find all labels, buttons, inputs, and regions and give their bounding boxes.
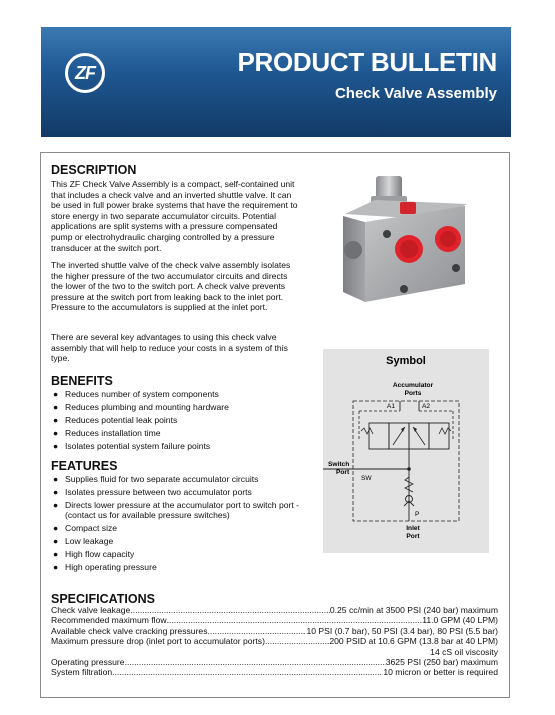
bullet-icon: ● [53, 486, 59, 497]
header-banner [41, 27, 511, 137]
list-item-text: Supplies fluid for two separate accumulator circuits [65, 474, 259, 484]
spec-row [51, 605, 498, 615]
list-item-text: Isolates potential system failure points [65, 440, 211, 451]
specifications-heading: SPECIFICATIONS [51, 592, 155, 606]
list-item-text: Reduces installation time [65, 427, 161, 438]
bulletin-title: PRODUCT BULLETIN [237, 47, 497, 77]
port-a1-label: A1 [386, 403, 395, 410]
bullet-icon: ● [53, 549, 59, 560]
spec-value: 200 PSID at 10.6 GPM (13.8 bar at 40 LPM) [329, 636, 498, 647]
symbol-title: Symbol [386, 355, 426, 367]
spec-label: Maximum pressure drop (inlet port to accumulator ports) [51, 636, 265, 647]
switch-label-1: Switch [328, 461, 350, 468]
symbol-panel [323, 349, 489, 553]
benefits-list [51, 389, 306, 453]
specifications-table [51, 605, 498, 678]
spec-row [51, 636, 498, 646]
bulletin-subtitle: Check Valve Assembly [334, 85, 497, 102]
list-item-text: Reduces potential leak points [65, 414, 178, 425]
spec-value: 3625 PSI (250 bar) maximum [385, 657, 498, 668]
list-item [51, 389, 306, 400]
list-item-text: Reduces number of system components [65, 389, 219, 399]
spec-label: Operating pressure [51, 657, 125, 668]
list-item [51, 402, 306, 413]
benefits-heading: BENEFITS [51, 374, 113, 388]
features-heading: FEATURES [51, 459, 118, 473]
bullet-icon: ● [53, 401, 59, 412]
shuttle-valve-symbol [361, 423, 451, 449]
bullet-icon: ● [53, 561, 59, 572]
list-item [51, 523, 306, 534]
bullet-icon: ● [53, 536, 59, 547]
spec-value: 10 PSI (0.7 bar), 50 PSI (3.4 bar), 80 PSI (5.5 bar) [306, 625, 498, 636]
spec-note: 14 cS oil viscosity [430, 646, 498, 657]
port-a2-label: A2 [422, 403, 431, 410]
spec-value: 0.25 cc/min at 3500 PSI (240 bar) maximum [329, 605, 498, 615]
spec-row [51, 657, 498, 667]
bullet-icon: ● [53, 414, 59, 425]
description-paragraph-2: The inverted shuttle valve of the check valve assembly isolates the higher pressure of the two accumulator circuits and directs the lower of the two to the switch port. A check valve prevents pressure at the switch port from leaking back to the inlet port. Pressure to the accumulators is supplied at the inlet port. [51, 260, 291, 313]
list-item [51, 562, 306, 573]
zf-logo: ZF [65, 53, 105, 93]
inlet-label-2: Port [406, 533, 420, 540]
spec-label: Check valve leakage [51, 605, 131, 615]
bullet-icon: ● [53, 427, 59, 438]
description-paragraph-1: This ZF Check Valve Assembly is a compact, self-contained unit that includes a check valve and an inverted shuttle valve. It can be used in full power brake systems that have the requirement to store energy in two separate accumulator circuits. Potential applications are split systems with a pressure compensated pump or electrohydraulic charging controlled by a pressure transducer at the switch port. [51, 179, 298, 253]
list-item-text: High flow capacity [65, 549, 135, 560]
spec-row [51, 667, 498, 677]
port-sw-label: SW [361, 475, 372, 482]
list-item [51, 474, 306, 485]
list-item [51, 500, 306, 521]
features-list [51, 474, 306, 575]
switch-label-2: Port [336, 469, 350, 476]
bullet-icon: ● [53, 389, 59, 399]
list-item-text: Isolates pressure between two accumulator ports [65, 486, 252, 497]
spec-label: Available check valve cracking pressures [51, 625, 208, 636]
spec-label: System filtration [51, 667, 113, 678]
accumulator-label-1: Accumulator [392, 382, 434, 389]
spec-label: Recommended maximum flow [51, 615, 167, 626]
list-item [51, 536, 306, 547]
list-item [51, 549, 306, 560]
inlet-label-1: Inlet [406, 525, 420, 532]
list-item-text: Low leakage [65, 536, 114, 547]
spec-value: 10 micron or better is required [383, 667, 498, 678]
list-item-text: Reduces plumbing and mounting hardware [65, 401, 229, 412]
bullet-icon: ● [53, 474, 59, 484]
accumulator-label-2: Ports [404, 390, 422, 397]
spec-row [51, 626, 498, 636]
hydraulic-schematic [323, 349, 489, 553]
port-p-label: P [415, 511, 420, 518]
list-item-text: Compact size [65, 523, 118, 534]
bullet-icon: ● [53, 440, 59, 451]
list-item [51, 428, 306, 439]
description-heading: DESCRIPTION [51, 163, 137, 177]
list-item [51, 441, 306, 452]
bullet-icon: ● [53, 499, 59, 510]
description-paragraph-3: There are several key advantages to using this check valve assembly that will help to reduce your costs in a system of this type. [51, 332, 288, 364]
list-item [51, 487, 306, 498]
housing-outline [353, 401, 459, 521]
list-item [51, 415, 306, 426]
check-valve-photo [335, 172, 475, 312]
list-item-text: High operating pressure [65, 561, 157, 572]
spec-row [51, 615, 498, 625]
list-item-text: Directs lower pressure at the accumulator port to switch port - (contact us for available pressure switches) [65, 499, 300, 521]
spec-value: 11.0 GPM (40 LPM) [422, 615, 498, 626]
bullet-icon: ● [53, 523, 59, 534]
